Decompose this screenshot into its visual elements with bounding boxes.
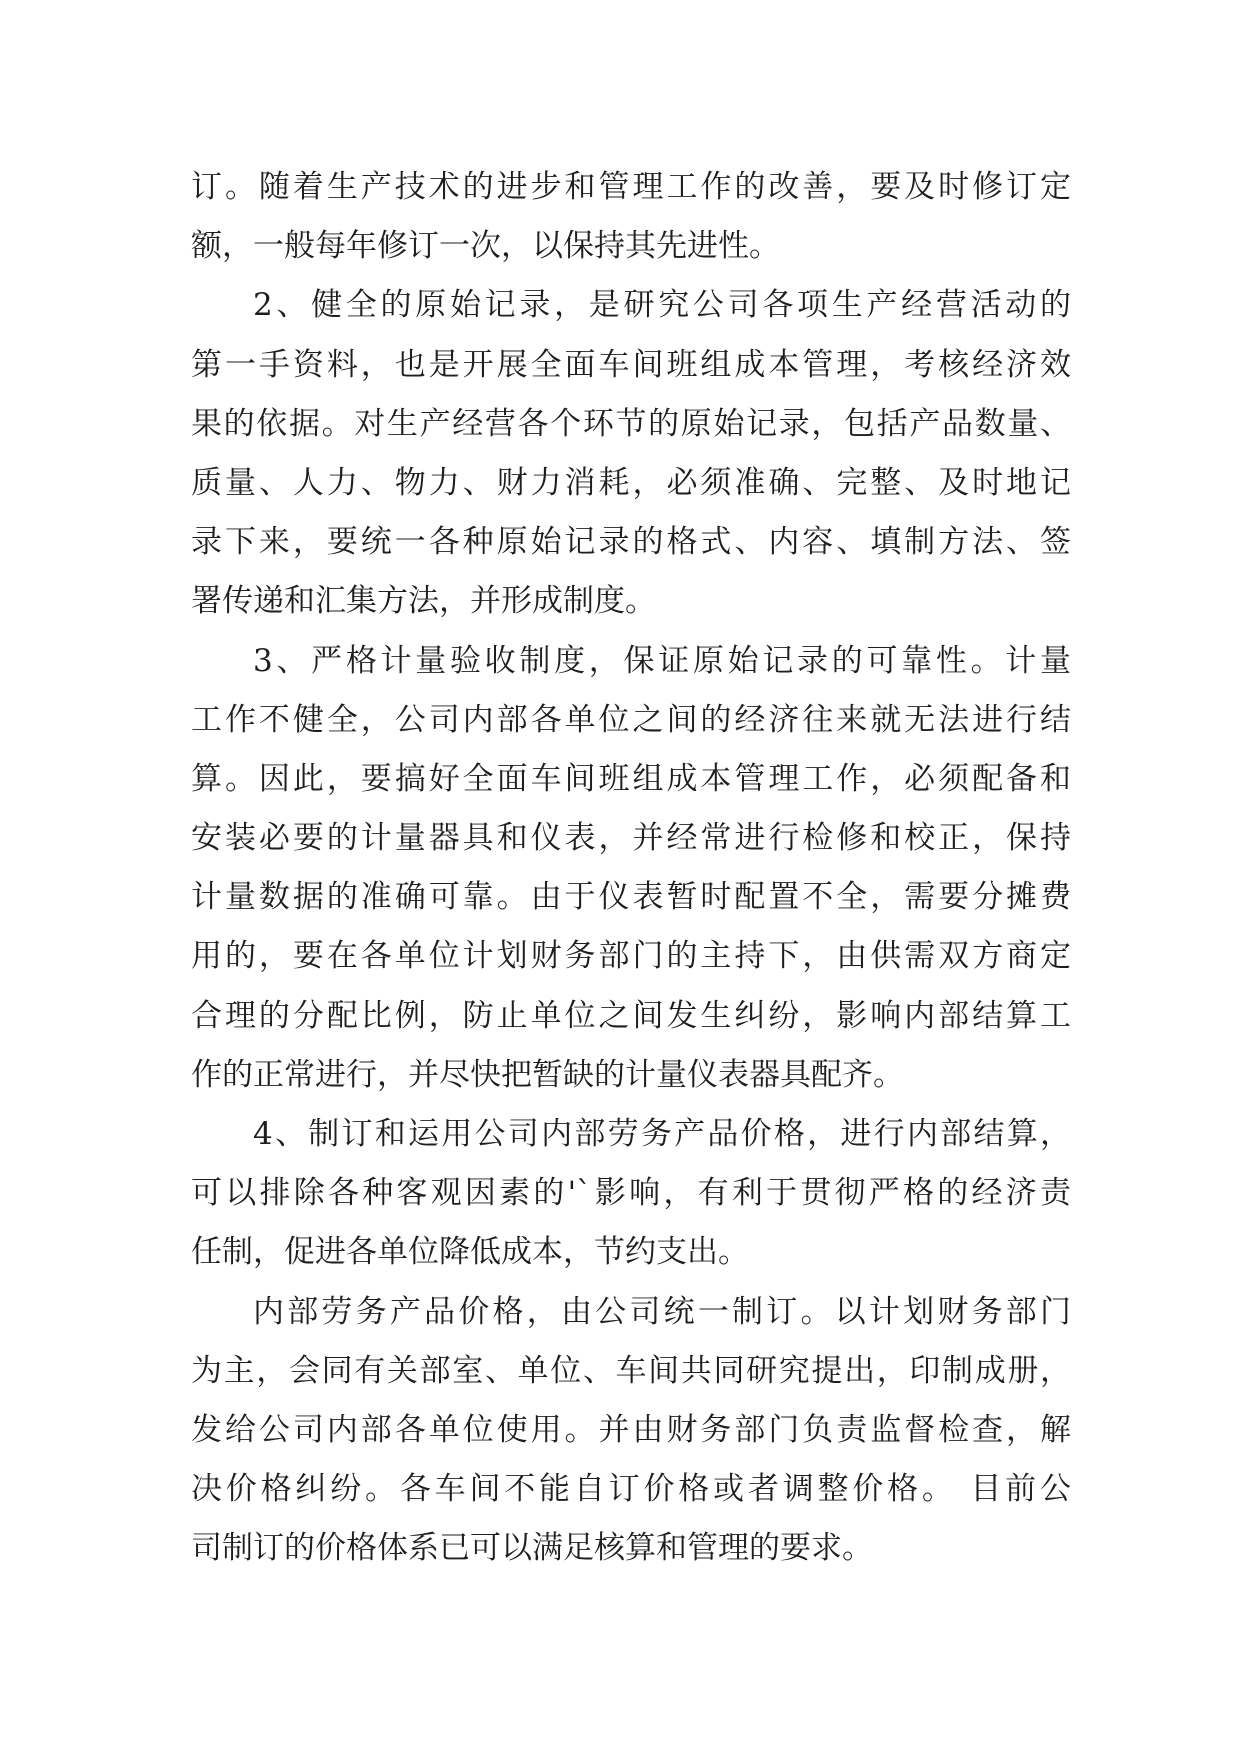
text-line: 署传递和汇集方法，并形成制度。 [191,583,656,620]
text-line: 录下来，要统一各种原始记录的格式、内容、填制方法、签 [191,524,1071,561]
text-line: 决价格纠纷。各车间不能自订价格或者调整价格。 目前公 [191,1471,1071,1508]
text-line: 作的正常进行，并尽快把暂缺的计量仪表器具配齐。 [191,1056,904,1093]
text-line: 果的依据。对生产经营各个环节的原始记录，包括产品数量、 [191,405,1071,442]
text-line: 4、制订和运用公司内部劳务产品价格，进行内部结算， [253,1116,1071,1152]
text-line: 质量、人力、物力、财力消耗，必须准确、完整、及时地记 [191,464,1071,501]
text-line: 第一手资料，也是开展全面车间班组成本管理，考核经济效 [191,346,1071,383]
text-line: 计量数据的准确可靠。由于仪表暂时配置不全，需要分摊费 [191,879,1071,916]
text-line: 用的，要在各单位计划财务部门的主持下，由供需双方商定 [191,938,1071,975]
text-line: 司制订的价格体系已可以满足核算和管理的要求。 [191,1530,873,1567]
text-line: 订。随着生产技术的进步和管理工作的改善，要及时修订定 [191,169,1071,205]
text-line: 任制，促进各单位降低成本，节约支出。 [191,1234,749,1271]
text-line: 可以排除各种客观因素的'`影响，有利于贯彻严格的经济责 [191,1175,1071,1212]
text-line: 工作不健全，公司内部各单位之间的经济往来就无法进行结 [191,701,1071,738]
text-line: 2、健全的原始记录，是研究公司各项生产经营活动的 [253,287,1071,324]
text-line: 发给公司内部各单位使用。并由财务部门负责监督检查，解 [191,1411,1071,1448]
text-line: 算。因此，要搞好全面车间班组成本管理工作，必须配备和 [191,760,1071,797]
text-line: 安装必要的计量器具和仪表，并经常进行检修和校正，保持 [191,820,1071,857]
text-line: 内部劳务产品价格，由公司统一制订。以计划财务部门 [253,1293,1071,1330]
text-line: 为主，会同有关部室、单位、车间共同研究提出，印制成册， [191,1352,1071,1389]
text-line: 合理的分配比例，防止单位之间发生纠纷，影响内部结算工 [191,997,1071,1034]
document-body [191,158,1071,1579]
text-line: 额，一般每年修订一次，以保持其先进性。 [191,228,780,265]
text-line: 3、严格计量验收制度，保证原始记录的可靠性。计量 [253,642,1071,679]
